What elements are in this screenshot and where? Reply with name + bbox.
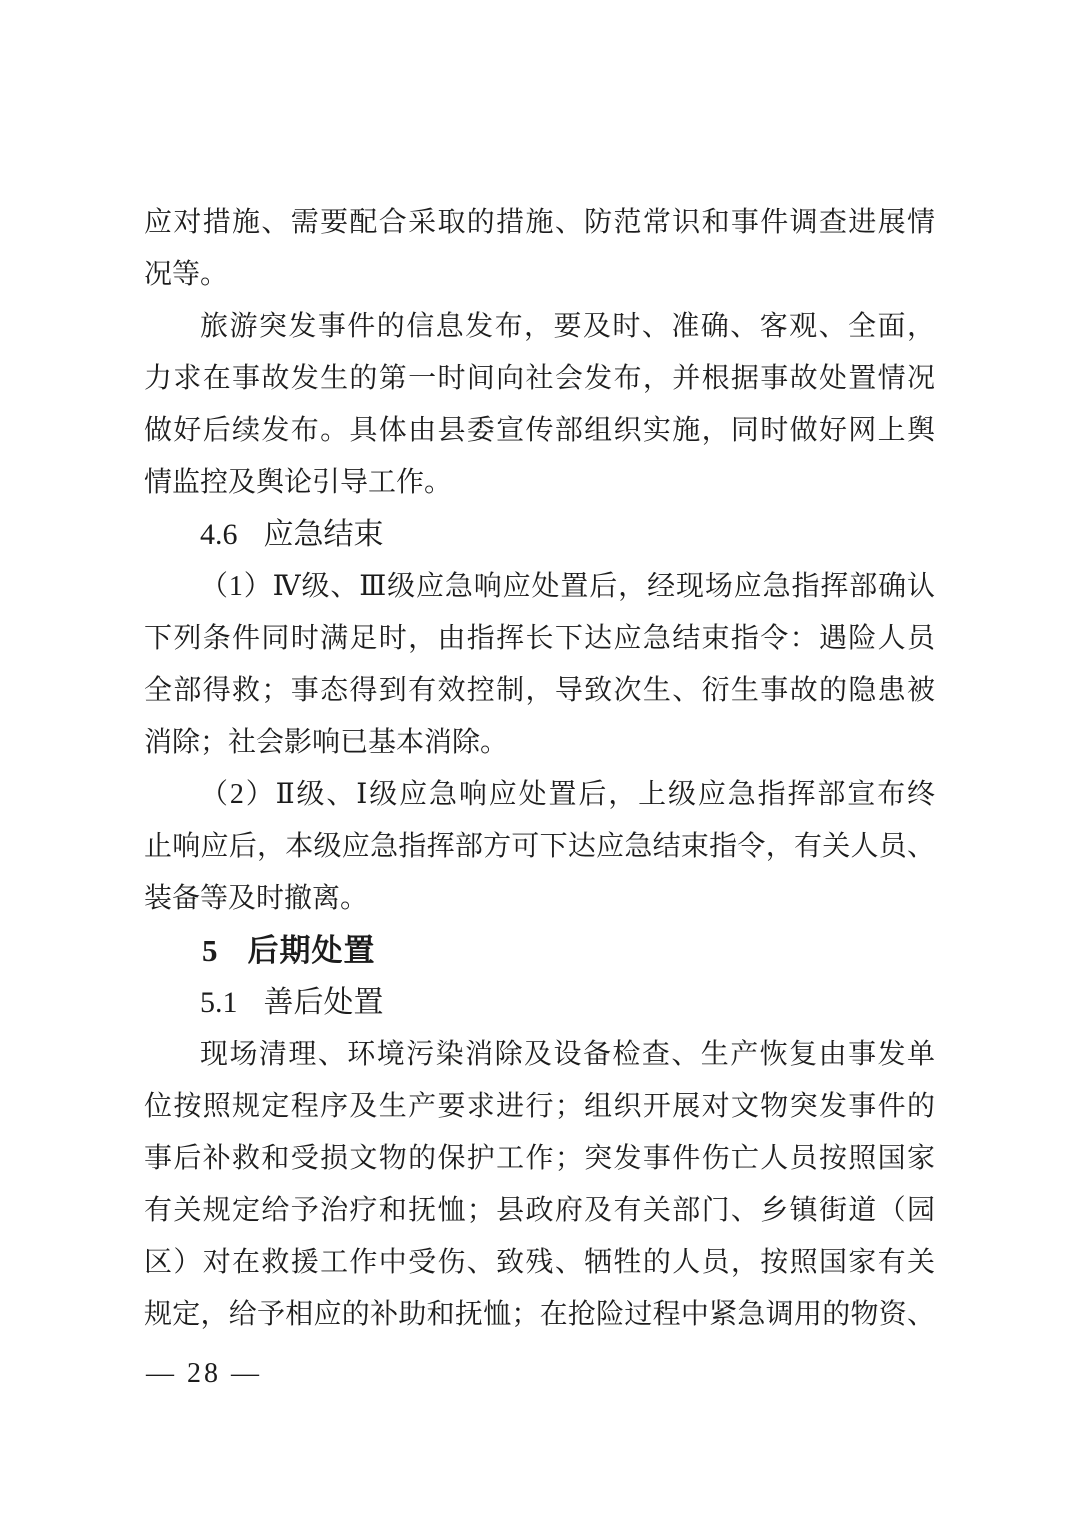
body-text-line: 位按照规定程序及生产要求进行；组织开展对文物突发事件的 <box>144 1091 935 1122</box>
paragraph <box>144 769 935 925</box>
body-text-line: 装备等及时撤离。 <box>144 883 369 914</box>
section-number: 4.6 <box>200 518 238 551</box>
paragraph <box>144 197 935 301</box>
body-text-line: 消除；社会影响已基本消除。 <box>144 727 509 758</box>
body-text-line: 下列条件同时满足时，由指挥长下达应急结束指令：遇险人员 <box>144 623 935 654</box>
body-text-line: 区）对在救援工作中受伤、致残、牺牲的人员，按照国家有关 <box>144 1247 935 1278</box>
body-text-line: （1）Ⅳ级、Ⅲ级应急响应处置后，经现场应急指挥部确认 <box>200 571 935 602</box>
section-heading-4-6 <box>144 509 935 561</box>
body-text-line: 力求在事故发生的第一时间向社会发布，并根据事故处置情况 <box>144 363 935 394</box>
body-text-line: 做好后续发布。具体由县委宣传部组织实施，同时做好网上舆 <box>144 415 935 446</box>
section-number: 5.1 <box>200 986 238 1019</box>
chapter-title: 后期处置 <box>247 933 376 968</box>
body-text-line: 情监控及舆论引导工作。 <box>144 467 453 498</box>
body-text-line: （2）Ⅱ级、Ⅰ级应急响应处置后，上级应急指挥部宣布终 <box>200 779 935 810</box>
chapter-number: 5 <box>202 933 218 968</box>
paragraph <box>144 1029 935 1341</box>
section-title: 善后处置 <box>263 986 384 1019</box>
body-text-line: 规定，给予相应的补助和抚恤；在抢险过程中紧急调用的物资、 <box>144 1299 935 1330</box>
paragraph <box>144 561 935 769</box>
section-title: 应急结束 <box>263 518 384 551</box>
body-text-line: 止响应后，本级应急指挥部方可下达应急结束指令，有关人员、 <box>144 831 935 862</box>
body-text-line: 应对措施、需要配合采取的措施、防范常识和事件调查进展情 <box>144 207 935 238</box>
body-text-line: 旅游突发事件的信息发布，要及时、准确、客观、全面， <box>200 311 935 342</box>
body-text-line: 况等。 <box>144 259 229 290</box>
body-text-line: 现场清理、环境污染消除及设备检查、生产恢复由事发单 <box>200 1039 935 1070</box>
chapter-heading-5 <box>144 925 935 977</box>
section-heading-5-1 <box>144 977 935 1029</box>
document-body <box>144 197 935 1341</box>
paragraph <box>144 301 935 509</box>
page-number: — 28 — <box>146 1358 262 1389</box>
body-text-line: 全部得救；事态得到有效控制，导致次生、衍生事故的隐患被 <box>144 675 935 706</box>
body-text-line: 事后补救和受损文物的保护工作；突发事件伤亡人员按照国家 <box>144 1143 935 1174</box>
body-text-line: 有关规定给予治疗和抚恤；县政府及有关部门、乡镇街道（园 <box>144 1195 935 1226</box>
